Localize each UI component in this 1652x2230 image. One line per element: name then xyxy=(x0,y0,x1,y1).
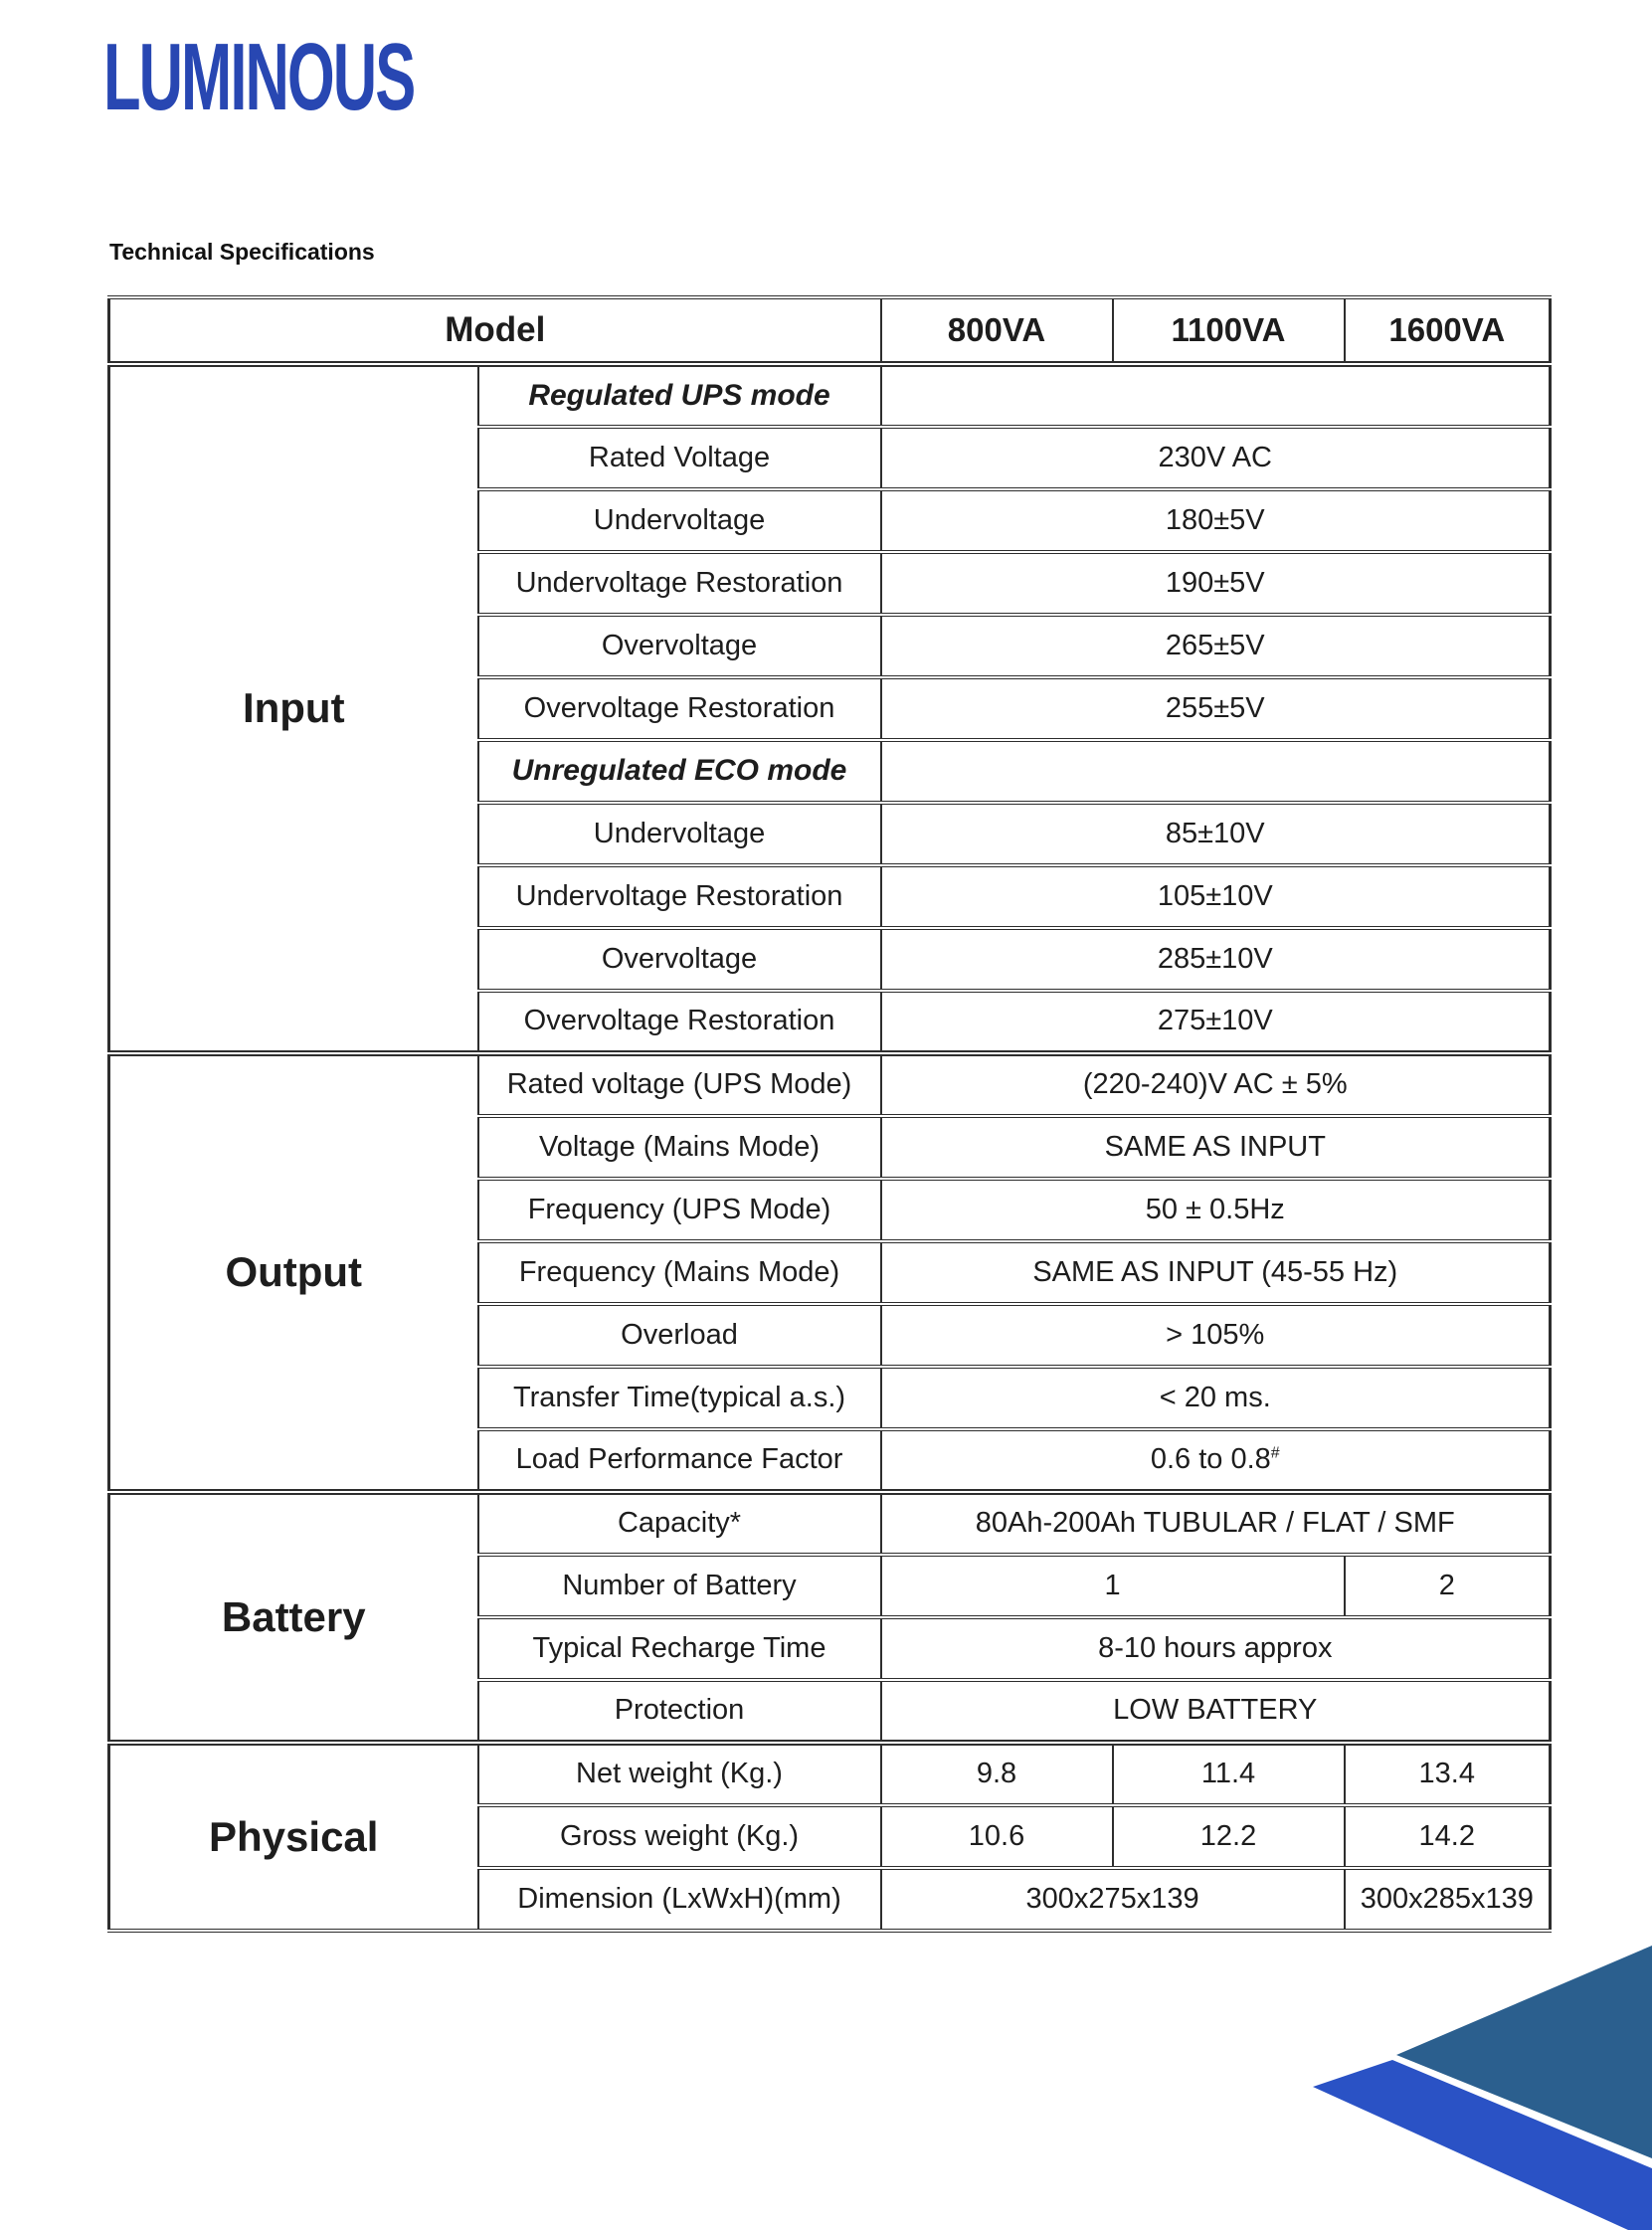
spec-name-cell: Rated voltage (UPS Mode) xyxy=(478,1053,881,1116)
spec-name-cell: Typical Recharge Time xyxy=(478,1617,881,1680)
spec-name-cell: Voltage (Mains Mode) xyxy=(478,1116,881,1179)
spec-value-cell-1600: 2 xyxy=(1345,1555,1551,1617)
spec-value-cell: < 20 ms. xyxy=(881,1367,1551,1429)
spec-value-text: 0.6 to 0.8 xyxy=(1150,1443,1271,1476)
spec-value-cell: SAME AS INPUT (45-55 Hz) xyxy=(881,1241,1551,1304)
spec-value-cell: 80Ah-200Ah TUBULAR / FLAT / SMF xyxy=(881,1492,1551,1555)
spec-value-cell: 230V AC xyxy=(881,427,1551,489)
spec-value-cell-800: 9.8 xyxy=(881,1743,1113,1805)
table-row xyxy=(109,1743,1551,1805)
spec-value-cell: 50 ± 0.5Hz xyxy=(881,1179,1551,1241)
spec-value-cell: 180±5V xyxy=(881,489,1551,552)
blue-stripe-decoration xyxy=(1313,2060,1652,2230)
table-header-row xyxy=(109,297,1551,364)
spec-name-cell: Dimension (LxWxH)(mm) xyxy=(478,1868,881,1931)
spec-name-cell: Capacity* xyxy=(478,1492,881,1555)
section-label-input: Input xyxy=(109,364,478,1053)
spec-value-cell: (220-240)V AC ± 5% xyxy=(881,1053,1551,1116)
spec-value-cell: 8-10 hours approx xyxy=(881,1617,1551,1680)
spec-value-cell: 255±5V xyxy=(881,677,1551,740)
spec-value-cell-1600: 14.2 xyxy=(1345,1805,1551,1868)
section-label-physical: Physical xyxy=(109,1743,478,1931)
spec-name-cell: Rated Voltage xyxy=(478,427,881,489)
spec-name-cell: Number of Battery xyxy=(478,1555,881,1617)
spec-name-cell: Undervoltage xyxy=(478,803,881,865)
spec-name-cell: Transfer Time(typical a.s.) xyxy=(478,1367,881,1429)
spec-value-cell-1600: 300x285x139 xyxy=(1345,1868,1551,1931)
spec-value-cell xyxy=(881,1429,1551,1492)
column-header-1600va: 1600VA xyxy=(1345,297,1551,364)
spec-value-cell: 85±10V xyxy=(881,803,1551,865)
table-row xyxy=(109,1053,1551,1116)
spec-name-cell: Frequency (Mains Mode) xyxy=(478,1241,881,1304)
mode-header-cell: Unregulated ECO mode xyxy=(478,740,881,803)
spec-value-cell: 105±10V xyxy=(881,865,1551,928)
spec-value-cell: > 105% xyxy=(881,1304,1551,1367)
table-row xyxy=(109,1492,1551,1555)
column-header-1100va: 1100VA xyxy=(1113,297,1345,364)
spec-value-cell: 285±10V xyxy=(881,928,1551,991)
section-label-battery: Battery xyxy=(109,1492,478,1743)
spec-value-cell-1100: 11.4 xyxy=(1113,1743,1345,1805)
spec-name-cell: Overvoltage xyxy=(478,615,881,677)
spec-value-cell-800: 10.6 xyxy=(881,1805,1113,1868)
spec-value-cell-800-1100: 300x275x139 xyxy=(881,1868,1345,1931)
spec-value-cell-1600: 13.4 xyxy=(1345,1743,1551,1805)
dark-triangle-decoration xyxy=(1396,1946,1652,2158)
spec-name-cell: Undervoltage Restoration xyxy=(478,865,881,928)
model-header-cell: Model xyxy=(109,297,881,364)
spec-name-cell: Net weight (Kg.) xyxy=(478,1743,881,1805)
spec-name-cell: Protection xyxy=(478,1680,881,1743)
spec-value-cell: 265±5V xyxy=(881,615,1551,677)
spec-value-cell: LOW BATTERY xyxy=(881,1680,1551,1743)
technical-specifications-table xyxy=(107,295,1552,1933)
spec-name-cell: Overvoltage Restoration xyxy=(478,677,881,740)
spec-value-cell xyxy=(881,740,1551,803)
spec-name-cell: Load Performance Factor xyxy=(478,1429,881,1492)
spec-value-cell: 190±5V xyxy=(881,552,1551,615)
mode-header-cell: Regulated UPS mode xyxy=(478,364,881,427)
luminous-logo: LUMINOUS xyxy=(103,24,415,130)
spec-name-cell: Gross weight (Kg.) xyxy=(478,1805,881,1868)
spec-name-cell: Undervoltage Restoration xyxy=(478,552,881,615)
spec-value-cell-800-1100: 1 xyxy=(881,1555,1345,1617)
value-superscript: # xyxy=(1270,1444,1280,1462)
spec-value-cell xyxy=(881,364,1551,427)
spec-name-cell: Frequency (UPS Mode) xyxy=(478,1179,881,1241)
spec-value-cell: 275±10V xyxy=(881,991,1551,1053)
spec-name-cell: Overload xyxy=(478,1304,881,1367)
spec-value-cell: SAME AS INPUT xyxy=(881,1116,1551,1179)
spec-value-cell-1100: 12.2 xyxy=(1113,1805,1345,1868)
column-header-800va: 800VA xyxy=(881,297,1113,364)
spec-name-cell: Overvoltage Restoration xyxy=(478,991,881,1053)
table-row xyxy=(109,364,1551,427)
page-title: Technical Specifications xyxy=(109,239,375,265)
spec-name-cell: Overvoltage xyxy=(478,928,881,991)
spec-name-cell: Undervoltage xyxy=(478,489,881,552)
section-label-output: Output xyxy=(109,1053,478,1492)
